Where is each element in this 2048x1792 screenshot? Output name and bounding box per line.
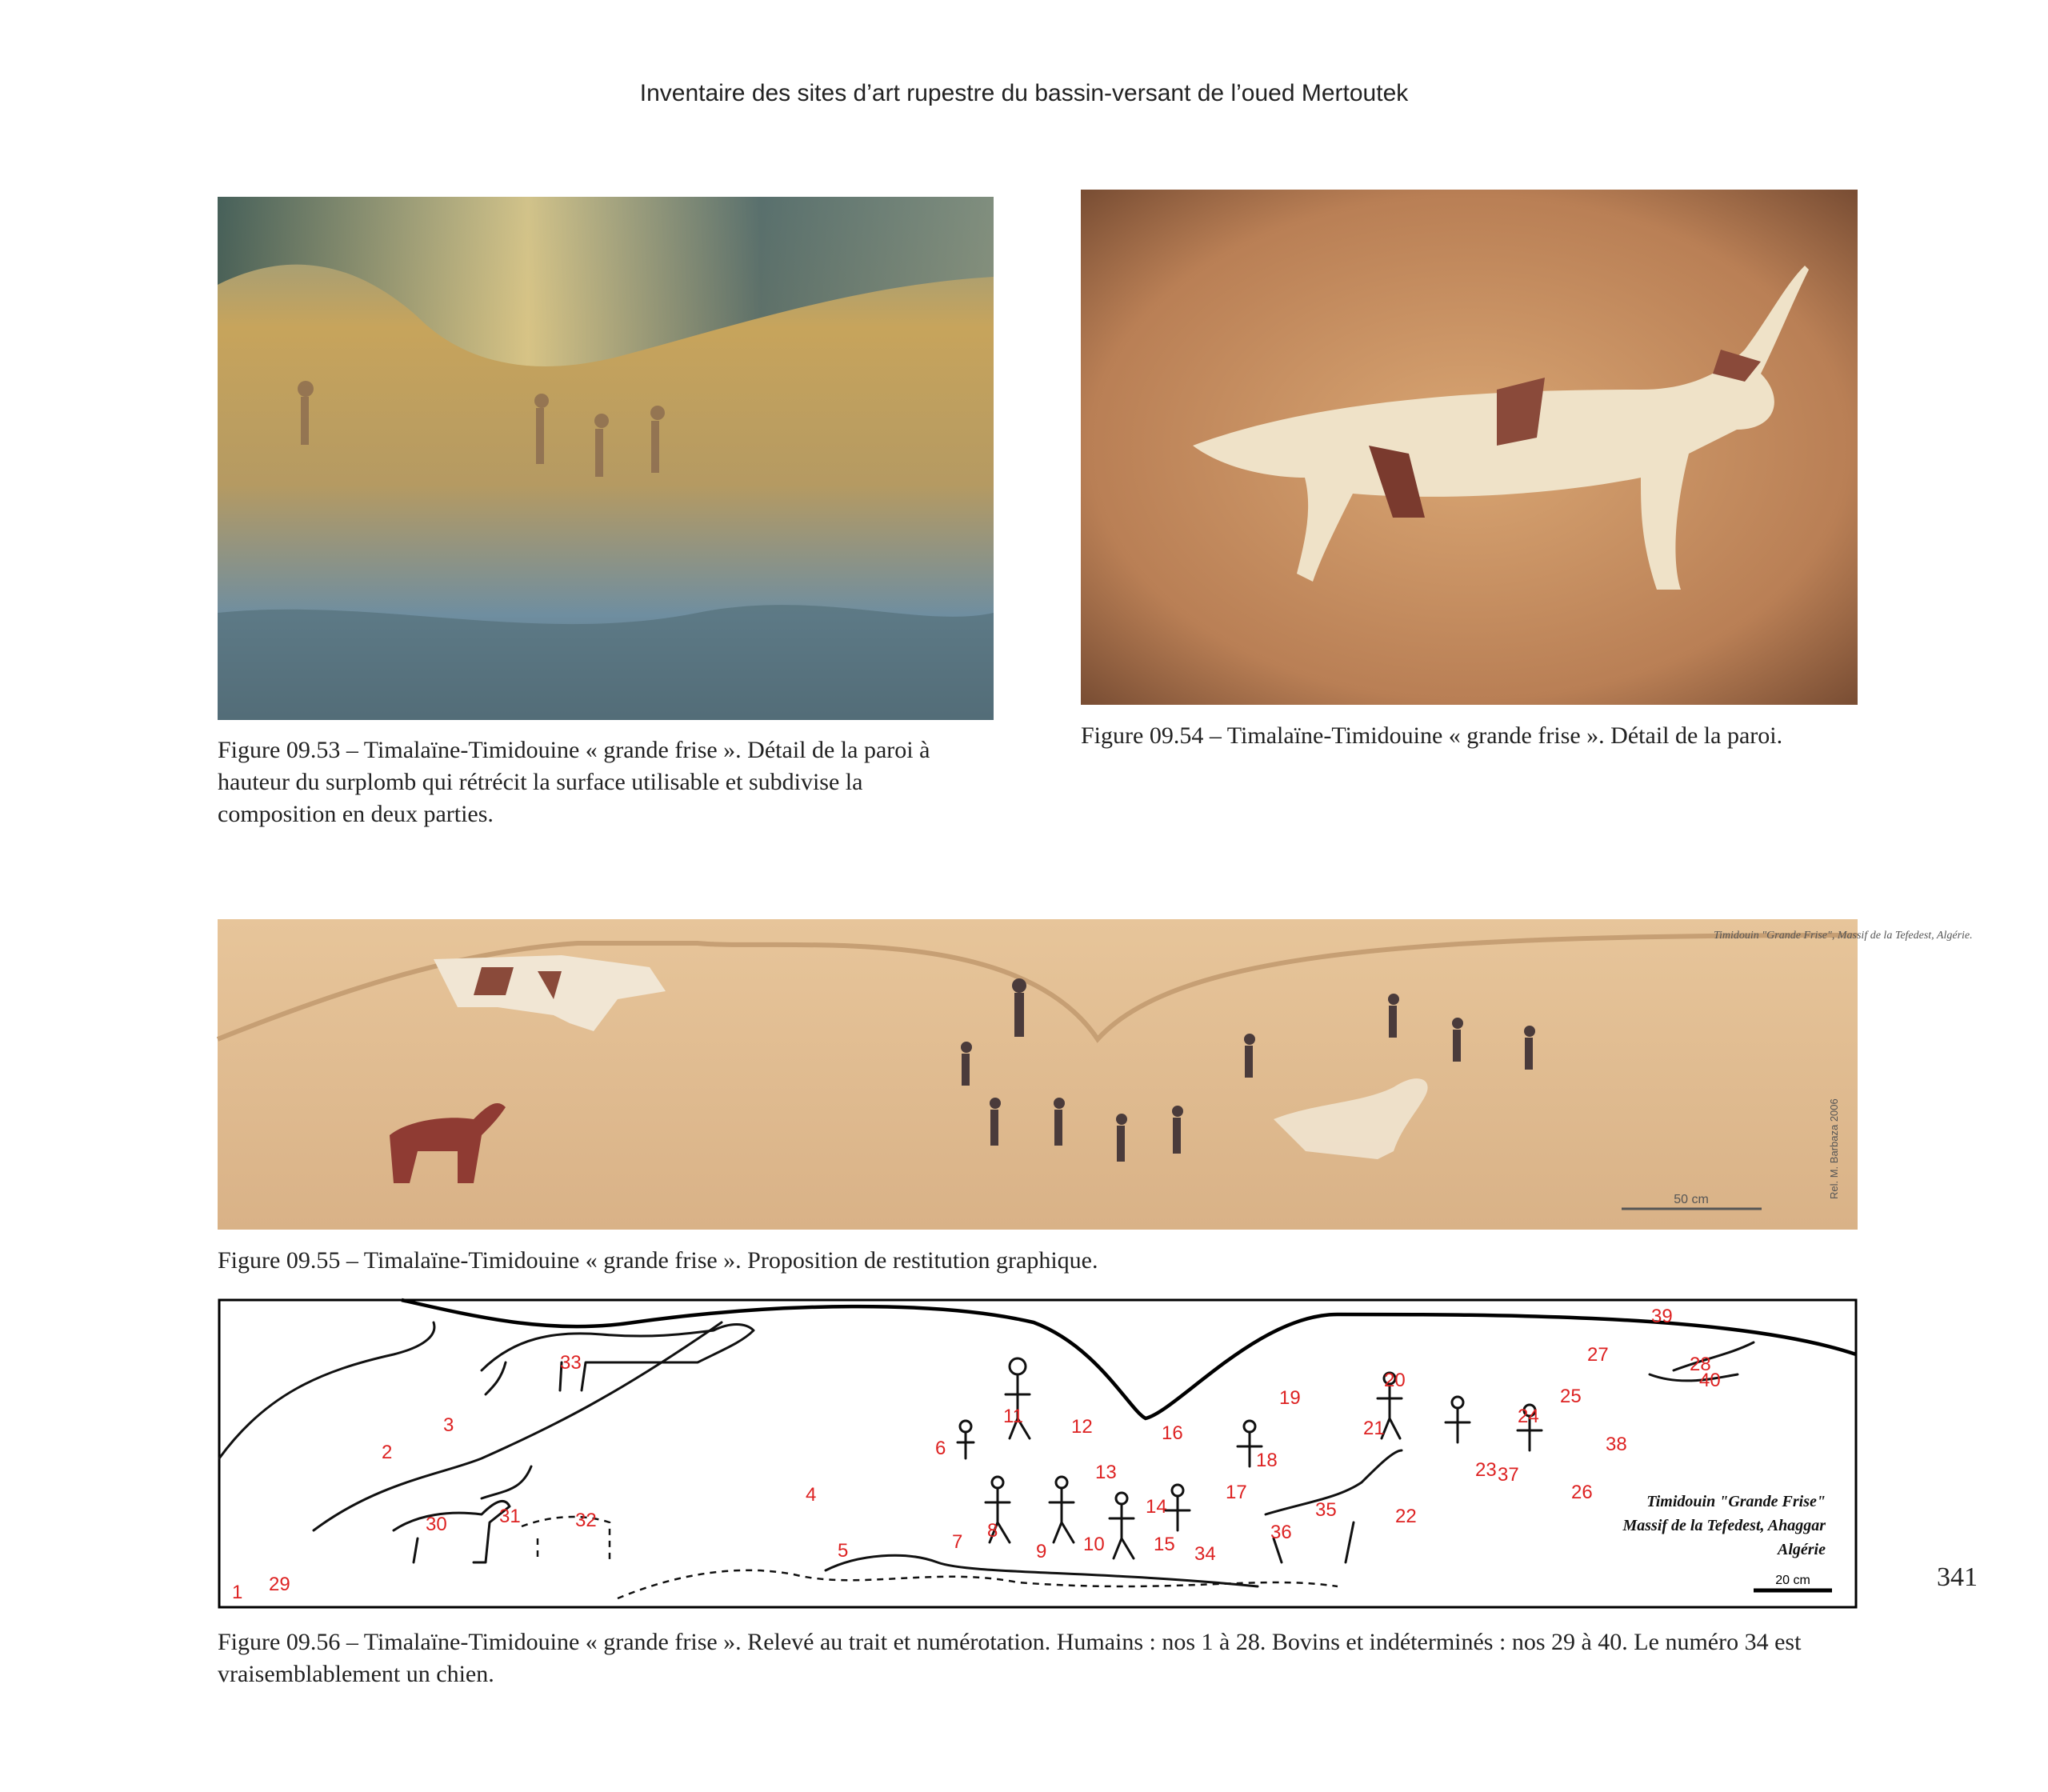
f56-number-12: 12 [1071,1416,1093,1438]
figure-09-53-caption: Figure 09.53 – Timalaïne-Timidouine « grande frise ». Détail de la paroi à hauteur du surplomb qui rétrécit la surface utilisable et subdivise la composition en deux parties. [218,737,930,827]
f55-inset-title: Timidouin "Grande Frise", Massif de la Tefedest, Algérie. [1714,930,1973,942]
figure-09-55-restitution [218,919,1973,1230]
f56-number-10: 10 [1083,1534,1105,1555]
f56-number-28: 28 [1690,1354,1711,1375]
f56-number-32: 32 [575,1510,597,1531]
running-head: Inventaire des sites d’art rupestre du bassin-versant de l’oued Mertoutek [639,80,1409,106]
f56-number-9: 9 [1036,1541,1047,1562]
f56-number-1: 1 [232,1582,243,1603]
figure-09-53-photo [218,197,994,720]
f56-number-25: 25 [1560,1386,1582,1407]
f56-number-15: 15 [1154,1534,1175,1555]
f56-number-27: 27 [1587,1344,1609,1366]
f56-number-11: 11 [1003,1406,1023,1427]
f56-number-21: 21 [1363,1418,1385,1439]
f56-number-39: 39 [1651,1306,1673,1327]
page-number: 341 [1937,1562,1978,1592]
figure-09-54-caption: Figure 09.54 – Timalaïne-Timidouine « grande frise ». Détail de la paroi. [1081,722,1783,749]
f56-number-33: 33 [560,1352,582,1374]
f56-number-26: 26 [1571,1482,1593,1503]
f56-number-8: 8 [987,1520,998,1542]
figure-09-56-drawing [218,1298,1858,1609]
f56-number-17: 17 [1226,1482,1247,1503]
f56-number-29: 29 [269,1574,290,1595]
figure-09-55-caption: Figure 09.55 – Timalaïne-Timidouine « grande frise ». Proposition de restitution graphique. [218,1247,1098,1274]
f56-number-2: 2 [382,1442,393,1463]
f56-number-31: 31 [499,1506,521,1527]
f56-number-37: 37 [1498,1464,1519,1486]
f56-number-4: 4 [806,1484,817,1506]
f56-number-20: 20 [1384,1370,1406,1391]
f56-number-38: 38 [1606,1434,1627,1455]
f56-number-35: 35 [1315,1499,1337,1521]
f56-number-14: 14 [1146,1496,1167,1518]
f56-number-13: 13 [1095,1462,1117,1483]
f56-legend-line-2: Massif de la Tefedest, Ahaggar [1622,1517,1826,1534]
figure-09-54-photo [1081,190,1858,705]
f56-number-36: 36 [1270,1522,1292,1543]
f56-number-34: 34 [1194,1543,1216,1565]
f56-number-22: 22 [1395,1506,1417,1527]
f56-number-40: 40 [1699,1370,1721,1391]
f55-credit: Rel. M. Barbaza 2006 [1828,1098,1840,1199]
f56-number-3: 3 [443,1414,454,1436]
f56-number-24: 24 [1518,1406,1539,1427]
f56-legend-line-1: Timidouin "Grande Frise" [1646,1493,1826,1510]
f56-number-30: 30 [426,1514,447,1535]
f56-legend-line-3: Algérie [1778,1541,1826,1558]
f55-scale-label: 50 cm [1674,1193,1709,1206]
f56-number-5: 5 [838,1540,849,1562]
f56-scale-label: 20 cm [1775,1574,1810,1587]
f56-number-16: 16 [1162,1422,1183,1444]
f56-number-18: 18 [1256,1450,1278,1471]
f56-number-19: 19 [1279,1387,1301,1409]
figure-09-56-caption: Figure 09.56 – Timalaïne-Timidouine « grande frise ». Relevé au trait et numérotation. Humains : nos 1 à 28. Bovins et indéterminés : nos 29 à 40. Le numéro 34 est vraisemblablement un chien. [218,1629,1802,1687]
f56-number-6: 6 [935,1438,946,1459]
f56-number-7: 7 [952,1531,963,1553]
f56-number-23: 23 [1475,1459,1497,1481]
